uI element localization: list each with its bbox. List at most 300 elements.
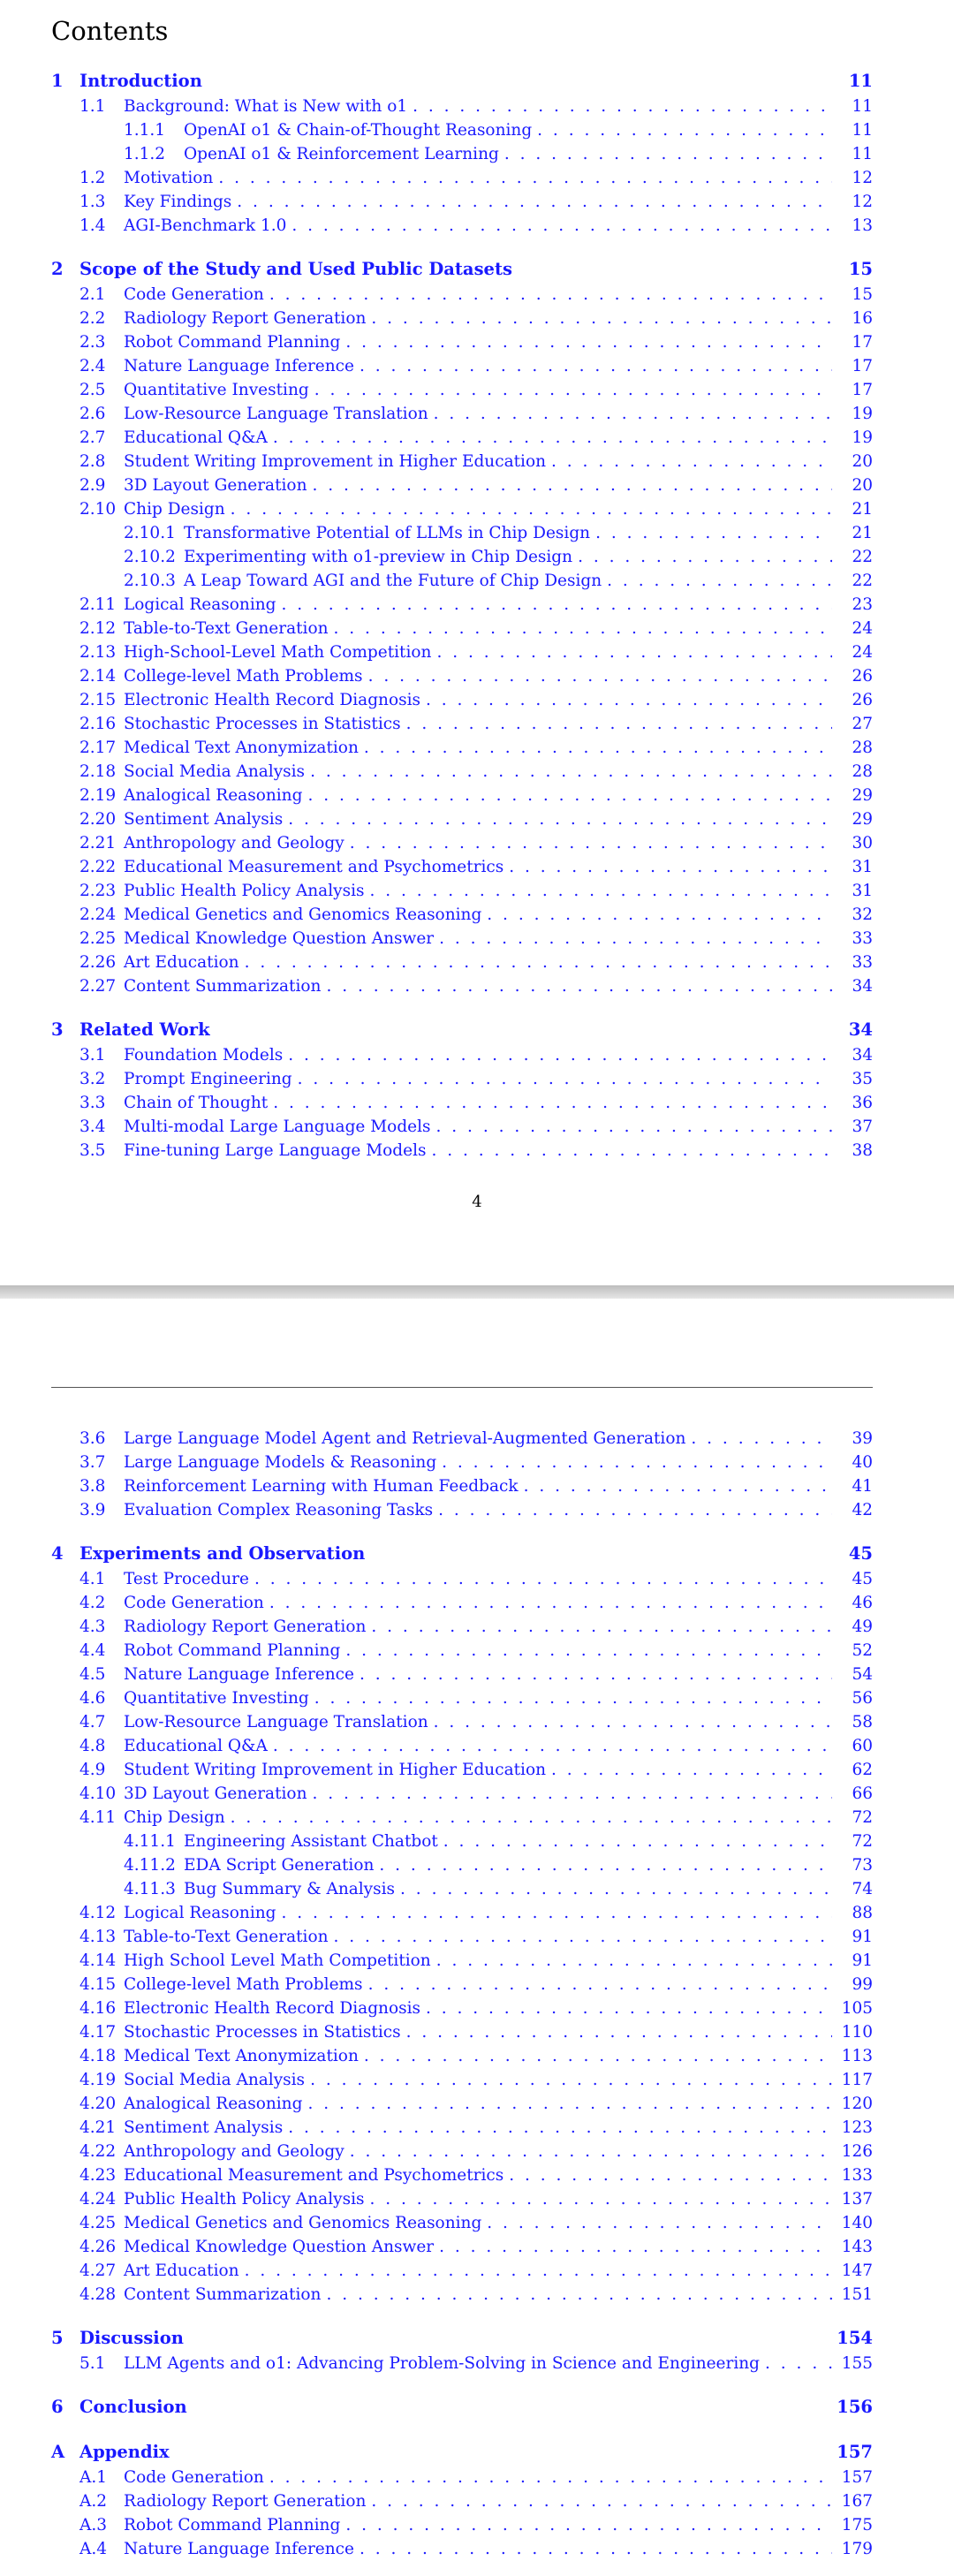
toc-entry[interactable] xyxy=(51,929,873,953)
toc-entry[interactable] xyxy=(51,667,873,691)
toc-entry[interactable] xyxy=(51,882,873,905)
toc-entry[interactable] xyxy=(51,691,873,715)
toc-entry-page[interactable]: 99 xyxy=(852,1975,873,1994)
toc-entry-page[interactable]: 17 xyxy=(852,357,873,375)
toc-entry-number: 4.19 xyxy=(80,2071,117,2089)
toc-section-entry[interactable] xyxy=(51,2442,873,2468)
toc-entry-title[interactable]: Key Findings xyxy=(124,193,232,211)
toc-entry[interactable] xyxy=(51,1999,873,2023)
toc-entry-title[interactable]: Nature Language Inference xyxy=(124,1665,354,1684)
toc-entry-number: 2.16 xyxy=(80,715,117,733)
toc-entry-title[interactable]: Bug Summary & Analysis xyxy=(184,1880,396,1898)
toc-entry-title[interactable]: Robot Command Planning xyxy=(124,2516,341,2534)
toc-entry[interactable] xyxy=(51,500,873,524)
toc-entry-number: 2.20 xyxy=(80,810,117,829)
toc-entry-title[interactable]: Educational Measurement and Psychometrics xyxy=(124,2166,504,2185)
toc-entry-page[interactable]: 156 xyxy=(837,2397,873,2417)
toc-entry-page[interactable]: 16 xyxy=(852,309,873,328)
toc-entry-title[interactable]: Anthropology and Geology xyxy=(124,834,344,852)
toc-entry-title[interactable]: Radiology Report Generation xyxy=(124,2492,367,2511)
toc-entry-title[interactable]: Student Writing Improvement in Higher Education xyxy=(124,452,547,471)
toc-entry-page[interactable]: 33 xyxy=(852,953,873,972)
toc-entry[interactable] xyxy=(51,2071,873,2095)
dot-leader xyxy=(438,1501,832,1519)
toc-entry-page[interactable]: 60 xyxy=(852,1737,873,1755)
toc-entry-title[interactable]: Medical Text Anonymization xyxy=(124,2047,359,2065)
toc-entry-title[interactable]: OpenAI o1 & Reinforcement Learning xyxy=(184,145,499,163)
toc-entry-page[interactable]: 17 xyxy=(852,381,873,399)
toc-entry-page[interactable]: 24 xyxy=(852,643,873,662)
toc-entry-title[interactable]: Background: What is New with o1 xyxy=(124,97,408,116)
toc-entry-title[interactable]: Chip Design xyxy=(124,1808,225,1827)
toc-entry[interactable] xyxy=(51,548,873,572)
toc-entry-page[interactable]: 167 xyxy=(841,2492,873,2511)
toc-entry[interactable] xyxy=(51,905,873,929)
toc-entry[interactable] xyxy=(51,1118,873,1141)
toc-entry[interactable] xyxy=(51,715,873,739)
toc-entry[interactable] xyxy=(51,786,873,810)
toc-entry-title[interactable]: Sentiment Analysis xyxy=(124,2118,284,2137)
toc-entry[interactable] xyxy=(51,2095,873,2118)
toc-entry-page[interactable]: 28 xyxy=(852,739,873,757)
toc-entry-title[interactable]: Chip Design xyxy=(124,500,225,519)
toc-entry[interactable] xyxy=(51,357,873,381)
toc-entry-page[interactable]: 157 xyxy=(837,2442,873,2462)
toc-entry-title[interactable]: Radiology Report Generation xyxy=(124,309,367,328)
toc-entry-title[interactable]: Table-to-Text Generation xyxy=(124,619,329,638)
toc-entry-page[interactable]: 23 xyxy=(852,595,873,614)
toc-entry-page[interactable]: 12 xyxy=(852,169,873,187)
toc-entry-page[interactable]: 26 xyxy=(852,691,873,709)
toc-entry-title[interactable]: A Leap Toward AGI and the Future of Chip Design xyxy=(184,572,602,590)
toc-entry-title[interactable]: High School Level Math Competition xyxy=(124,1951,431,1970)
toc-entry-title[interactable]: Logical Reasoning xyxy=(124,595,276,614)
toc-entry-page[interactable]: 37 xyxy=(852,1118,873,1136)
toc-entry[interactable] xyxy=(51,2214,873,2238)
dot-leader xyxy=(326,977,832,996)
toc-entry-page[interactable]: 27 xyxy=(852,715,873,733)
toc-entry-page[interactable]: 34 xyxy=(848,1019,873,1040)
toc-entry-title[interactable]: Content Summarization xyxy=(124,977,322,996)
toc-entry-title[interactable]: Medical Genetics and Genomics Reasoning xyxy=(124,905,482,924)
toc-entry[interactable] xyxy=(51,285,873,309)
toc-entry-number: 4.20 xyxy=(80,2095,117,2113)
toc-entry-page[interactable]: 29 xyxy=(852,786,873,805)
toc-entry-title[interactable]: Nature Language Inference xyxy=(124,2540,354,2558)
toc-section-entry[interactable] xyxy=(51,1019,873,1046)
toc-entry-page[interactable]: 45 xyxy=(852,1570,873,1588)
toc-entry-page[interactable]: 123 xyxy=(841,2118,873,2137)
toc-entry-page[interactable]: 66 xyxy=(852,1784,873,1803)
toc-entry[interactable] xyxy=(51,1737,873,1761)
toc-entry-title[interactable]: Robot Command Planning xyxy=(124,333,341,352)
toc-section-entry[interactable] xyxy=(51,259,873,285)
toc-entry[interactable] xyxy=(51,1477,873,1501)
toc-entry[interactable] xyxy=(51,1713,873,1737)
toc-entry[interactable] xyxy=(51,476,873,500)
toc-entry-page[interactable]: 52 xyxy=(852,1641,873,1660)
toc-entry-title[interactable]: Educational Q&A xyxy=(124,1737,268,1755)
toc-entry-title[interactable]: Social Media Analysis xyxy=(124,2071,306,2089)
toc-entry-title[interactable]: Large Language Models & Reasoning xyxy=(124,1453,437,1472)
toc-entry-page[interactable]: 56 xyxy=(852,1689,873,1708)
toc-entry-number: 2.26 xyxy=(80,953,117,972)
toc-entry[interactable] xyxy=(51,762,873,786)
toc-entry[interactable] xyxy=(51,739,873,762)
toc-entry[interactable] xyxy=(51,309,873,333)
toc-entry-number: 2.3 xyxy=(80,333,106,352)
toc-entry-title[interactable]: Code Generation xyxy=(124,1594,264,1612)
toc-entry[interactable] xyxy=(51,169,873,193)
toc-entry-page[interactable]: 32 xyxy=(852,905,873,924)
dot-leader xyxy=(364,2047,832,2065)
dot-leader xyxy=(432,1141,833,1160)
toc-entry-title[interactable]: 3D Layout Generation xyxy=(124,476,307,495)
dot-leader xyxy=(307,786,832,805)
toc-entry-title[interactable]: Chain of Thought xyxy=(124,1094,269,1112)
dot-leader xyxy=(314,381,832,399)
toc-entry-page[interactable]: 39 xyxy=(852,1429,873,1448)
toc-entry-page[interactable]: 19 xyxy=(852,428,873,447)
toc-entry-title[interactable]: Analogical Reasoning xyxy=(124,786,303,805)
toc-entry-page[interactable]: 140 xyxy=(841,2214,873,2232)
toc-entry-title[interactable]: Multi-modal Large Language Models xyxy=(124,1118,431,1136)
toc-entry-page[interactable]: 31 xyxy=(852,882,873,900)
toc-entry-page[interactable]: 74 xyxy=(852,1880,873,1898)
dot-leader xyxy=(307,2095,832,2113)
toc-section-entry[interactable] xyxy=(51,1543,873,1570)
toc-entry-title[interactable]: College-level Math Problems xyxy=(124,1975,363,1994)
toc-entry-page[interactable]: 110 xyxy=(841,2023,873,2042)
toc-entry-title[interactable]: EDA Script Generation xyxy=(184,1856,375,1875)
toc-entry[interactable] xyxy=(51,1951,873,1975)
toc-entry[interactable] xyxy=(51,2492,873,2516)
toc-entry-title[interactable]: Appendix xyxy=(80,2442,170,2462)
toc-entry-page[interactable]: 113 xyxy=(841,2047,873,2065)
toc-entry[interactable] xyxy=(51,405,873,428)
toc-entry[interactable] xyxy=(51,572,873,595)
toc-entry-page[interactable]: 22 xyxy=(852,548,873,566)
toc-entry-title[interactable]: Large Language Model Agent and Retrieval-Augmented Generation xyxy=(124,1429,686,1448)
toc-entry-page[interactable]: 72 xyxy=(852,1808,873,1827)
toc-entry[interactable] xyxy=(51,2516,873,2540)
toc-entry-page[interactable]: 11 xyxy=(852,97,873,116)
toc-entry-page[interactable]: 11 xyxy=(852,121,873,140)
toc-entry-page[interactable]: 22 xyxy=(852,572,873,590)
toc-entry[interactable] xyxy=(51,977,873,1001)
toc-entry[interactable] xyxy=(51,1141,873,1165)
toc-entry-title[interactable]: Public Health Policy Analysis xyxy=(124,882,365,900)
toc-entry[interactable] xyxy=(51,193,873,216)
toc-entry-title[interactable]: Electronic Health Record Diagnosis xyxy=(124,691,420,709)
toc-entry[interactable] xyxy=(51,1784,873,1808)
toc-entry-page[interactable]: 34 xyxy=(852,1046,873,1064)
toc-entry-title[interactable]: College-level Math Problems xyxy=(124,667,363,686)
toc-entry-page[interactable]: 21 xyxy=(852,500,873,519)
toc-entry-number: 4.25 xyxy=(80,2214,117,2232)
dot-leader xyxy=(245,2262,832,2280)
toc-entry-page[interactable]: 41 xyxy=(852,1477,873,1496)
toc-entry-page[interactable]: 35 xyxy=(852,1070,873,1088)
toc-entry-page[interactable]: 31 xyxy=(852,858,873,876)
toc-entry-title[interactable]: High-School-Level Math Competition xyxy=(124,643,432,662)
toc-entry-title[interactable]: Sentiment Analysis xyxy=(124,810,284,829)
toc-entry[interactable] xyxy=(51,333,873,357)
toc-entry-page[interactable]: 73 xyxy=(852,1856,873,1875)
toc-entry[interactable] xyxy=(51,1761,873,1784)
toc-entry-page[interactable]: 133 xyxy=(841,2166,873,2185)
toc-entry[interactable] xyxy=(51,2354,873,2378)
toc-entry[interactable] xyxy=(51,1094,873,1118)
toc-entry-page[interactable]: 13 xyxy=(852,216,873,235)
toc-entry[interactable] xyxy=(51,1453,873,1477)
toc-entry-page[interactable]: 11 xyxy=(848,71,873,91)
toc-entry-page[interactable]: 20 xyxy=(852,452,873,471)
toc-entry-page[interactable]: 30 xyxy=(852,834,873,852)
toc-entry[interactable] xyxy=(51,97,873,121)
toc-entry-title[interactable]: Nature Language Inference xyxy=(124,357,354,375)
toc-entry[interactable] xyxy=(51,524,873,548)
toc-entry-title[interactable]: Anthropology and Geology xyxy=(124,2142,344,2161)
toc-entry[interactable] xyxy=(51,2166,873,2190)
toc-entry[interactable] xyxy=(51,810,873,834)
toc-entry[interactable] xyxy=(51,1928,873,1951)
toc-entry-number: A.1 xyxy=(80,2468,108,2487)
toc-entry[interactable] xyxy=(51,2047,873,2071)
toc-entry-page[interactable]: 15 xyxy=(848,259,873,279)
toc-entry-title[interactable]: Conclusion xyxy=(80,2397,187,2417)
toc-entry-title[interactable]: Medical Text Anonymization xyxy=(124,739,359,757)
toc-entry-title[interactable]: Code Generation xyxy=(124,285,264,304)
toc-section-entry[interactable] xyxy=(51,2397,873,2423)
toc-entry[interactable] xyxy=(51,1856,873,1880)
dot-leader xyxy=(406,2023,832,2042)
toc-entry-page[interactable]: 62 xyxy=(852,1761,873,1779)
toc-entry-page[interactable]: 28 xyxy=(852,762,873,781)
toc-entry-page[interactable]: 40 xyxy=(852,1453,873,1472)
toc-entry[interactable] xyxy=(51,1070,873,1094)
toc-entry-title[interactable]: Logical Reasoning xyxy=(124,1904,276,1922)
toc-entry[interactable] xyxy=(51,2118,873,2142)
toc-entry-title[interactable]: Social Media Analysis xyxy=(124,762,306,781)
document-page-2 xyxy=(0,1299,954,2576)
toc-section-entry[interactable] xyxy=(51,2328,873,2354)
toc-entry-page[interactable]: 120 xyxy=(841,2095,873,2113)
toc-section-entry[interactable] xyxy=(51,71,873,97)
toc-entry-title[interactable]: Quantitative Investing xyxy=(124,381,309,399)
toc-entry-page[interactable]: 154 xyxy=(837,2328,873,2348)
toc-entry[interactable] xyxy=(51,1904,873,1928)
toc-entry-number: 3.5 xyxy=(80,1141,106,1160)
toc-entry-title[interactable]: Introduction xyxy=(80,71,202,91)
dot-leader xyxy=(426,1999,832,2018)
toc-entry-page[interactable]: 151 xyxy=(841,2285,873,2304)
toc-entry-title[interactable]: Art Education xyxy=(124,2262,239,2280)
toc-entry-title[interactable]: Foundation Models xyxy=(124,1046,284,1064)
toc-entry-page[interactable]: 58 xyxy=(852,1713,873,1731)
toc-entry-number: 4.11.1 xyxy=(124,1832,176,1851)
toc-entry-title[interactable]: Discussion xyxy=(80,2328,184,2348)
toc-entry-title[interactable]: Public Health Policy Analysis xyxy=(124,2190,365,2209)
dot-leader xyxy=(288,1046,832,1064)
toc-entry-page[interactable]: 117 xyxy=(841,2071,873,2089)
toc-entry-title[interactable]: Experiments and Observation xyxy=(80,1543,366,1564)
dot-leader xyxy=(434,1713,832,1731)
toc-entry-page[interactable]: 11 xyxy=(852,145,873,163)
toc-entry[interactable] xyxy=(51,643,873,667)
toc-entry-title[interactable]: Scope of the Study and Used Public Datasets xyxy=(80,259,512,279)
toc-entry[interactable] xyxy=(51,2468,873,2492)
toc-entry-page[interactable]: 179 xyxy=(841,2540,873,2558)
toc-entry-title[interactable]: Low-Resource Language Translation xyxy=(124,405,428,423)
toc-entry-page[interactable]: 143 xyxy=(841,2238,873,2256)
toc-entry[interactable] xyxy=(51,381,873,405)
toc-entry-page[interactable]: 19 xyxy=(852,405,873,423)
dot-leader xyxy=(436,1118,832,1136)
toc-entry-title[interactable]: Robot Command Planning xyxy=(124,1641,341,1660)
toc-entry[interactable] xyxy=(51,2540,873,2564)
toc-entry-title[interactable]: Engineering Assistant Chatbot xyxy=(184,1832,438,1851)
toc-entry-title[interactable]: Medical Knowledge Question Answer xyxy=(124,929,435,948)
toc-entry-page[interactable]: 33 xyxy=(852,929,873,948)
toc-entry-title[interactable]: Code Generation xyxy=(124,2468,264,2487)
toc-entry[interactable] xyxy=(51,145,873,169)
toc-entry[interactable] xyxy=(51,216,873,240)
toc-entry-number: 4.13 xyxy=(80,1928,117,1946)
toc-entry-page[interactable]: 91 xyxy=(852,1951,873,1970)
toc-entry-page[interactable]: 157 xyxy=(841,2468,873,2487)
toc-entry[interactable] xyxy=(51,2190,873,2214)
toc-entry-number: 2.24 xyxy=(80,905,117,924)
toc-entry-page[interactable]: 147 xyxy=(841,2262,873,2280)
toc-entry[interactable] xyxy=(51,2142,873,2166)
toc-entry-page[interactable]: 105 xyxy=(841,1999,873,2018)
toc-entry[interactable] xyxy=(51,858,873,882)
toc-entry-page[interactable]: 72 xyxy=(852,1832,873,1851)
toc-entry-page[interactable]: 155 xyxy=(841,2354,873,2373)
toc-entry-page[interactable]: 20 xyxy=(852,476,873,495)
toc-entry-title[interactable]: Medical Knowledge Question Answer xyxy=(124,2238,435,2256)
toc-entry-page[interactable]: 15 xyxy=(852,285,873,304)
toc-entry-title[interactable]: Prompt Engineering xyxy=(124,1070,292,1088)
contents-heading: Contents xyxy=(51,16,169,46)
toc-entry[interactable] xyxy=(51,595,873,619)
toc-entry-page[interactable]: 42 xyxy=(852,1501,873,1519)
toc-entry-title[interactable]: Stochastic Processes in Statistics xyxy=(124,2023,401,2042)
toc-entry-page[interactable]: 137 xyxy=(841,2190,873,2209)
toc-entry[interactable] xyxy=(51,1429,873,1453)
toc-entry-title[interactable]: Educational Measurement and Psychometrics xyxy=(124,858,504,876)
toc-entry-page[interactable]: 45 xyxy=(848,1543,873,1564)
dot-leader xyxy=(371,1618,832,1636)
toc-entry[interactable] xyxy=(51,619,873,643)
toc-entry-title[interactable]: Stochastic Processes in Statistics xyxy=(124,715,401,733)
toc-entry[interactable] xyxy=(51,1618,873,1641)
toc-entry-number: 2.9 xyxy=(80,476,106,495)
toc-entry-page[interactable]: 91 xyxy=(852,1928,873,1946)
toc-entry-page[interactable]: 36 xyxy=(852,1094,873,1112)
toc-entry-title[interactable]: Electronic Health Record Diagnosis xyxy=(124,1999,420,2018)
toc-entry[interactable] xyxy=(51,428,873,452)
toc-entry-page[interactable]: 175 xyxy=(841,2516,873,2534)
toc-entry[interactable] xyxy=(51,1570,873,1594)
toc-entry-page[interactable]: 12 xyxy=(852,193,873,211)
toc-entry-title[interactable]: Quantitative Investing xyxy=(124,1689,309,1708)
toc-entry-page[interactable]: 38 xyxy=(852,1141,873,1160)
toc-entry[interactable] xyxy=(51,1832,873,1856)
toc-entry-title[interactable]: Radiology Report Generation xyxy=(124,1618,367,1636)
toc-entry-title[interactable]: 3D Layout Generation xyxy=(124,1784,307,1803)
toc-entry-title[interactable]: Transformative Potential of LLMs in Chip Design xyxy=(184,524,591,542)
toc-entry-page[interactable]: 49 xyxy=(852,1618,873,1636)
toc-entry-page[interactable]: 17 xyxy=(852,333,873,352)
dot-leader xyxy=(371,309,832,328)
toc-entry-title[interactable]: Table-to-Text Generation xyxy=(124,1928,329,1946)
toc-entry[interactable] xyxy=(51,1808,873,1832)
toc-entry-page[interactable]: 24 xyxy=(852,619,873,638)
toc-entry-title[interactable]: Evaluation Complex Reasoning Tasks xyxy=(124,1501,434,1519)
toc-entry-title[interactable]: Content Summarization xyxy=(124,2285,322,2304)
toc-entry[interactable] xyxy=(51,2023,873,2047)
toc-entry-title[interactable]: Fine-tuning Large Language Models xyxy=(124,1141,427,1160)
dot-leader xyxy=(443,1832,832,1851)
toc-entry[interactable] xyxy=(51,2285,873,2309)
toc-entry[interactable] xyxy=(51,1501,873,1525)
toc-entry[interactable] xyxy=(51,1046,873,1070)
toc-entry[interactable] xyxy=(51,1641,873,1665)
toc-entry-title[interactable]: Medical Genetics and Genomics Reasoning xyxy=(124,2214,482,2232)
toc-entry-page[interactable]: 26 xyxy=(852,667,873,686)
dot-leader xyxy=(312,476,832,495)
toc-entry-page[interactable]: 88 xyxy=(852,1904,873,1922)
toc-entry-title[interactable]: OpenAI o1 & Chain-of-Thought Reasoning xyxy=(184,121,533,140)
toc-entry[interactable] xyxy=(51,121,873,145)
toc-entry-number: A.2 xyxy=(80,2492,108,2511)
toc-entry[interactable] xyxy=(51,834,873,858)
toc-entry[interactable] xyxy=(51,452,873,476)
toc-entry[interactable] xyxy=(51,953,873,977)
dot-leader xyxy=(442,1453,832,1472)
toc-entry-title[interactable]: Analogical Reasoning xyxy=(124,2095,303,2113)
toc-entry-page[interactable]: 21 xyxy=(852,524,873,542)
toc-entry-page[interactable]: 126 xyxy=(841,2142,873,2161)
dot-leader xyxy=(509,2166,832,2185)
toc-entry-title[interactable]: Motivation xyxy=(124,169,214,187)
toc-entry-title[interactable]: Low-Resource Language Translation xyxy=(124,1713,428,1731)
toc-entry-title[interactable]: LLM Agents and o1: Advancing Problem-Solving in Science and Engineering xyxy=(124,2354,761,2373)
toc-entry-page[interactable]: 34 xyxy=(852,977,873,996)
toc-entry[interactable] xyxy=(51,1665,873,1689)
toc-entry[interactable] xyxy=(51,1689,873,1713)
toc-entry[interactable] xyxy=(51,1594,873,1618)
toc-entry-title[interactable]: AGI-Benchmark 1.0 xyxy=(124,216,287,235)
toc-entry-title[interactable]: Art Education xyxy=(124,953,239,972)
toc-entry-title[interactable]: Experimenting with o1-preview in Chip Design xyxy=(184,548,573,566)
toc-entry-title[interactable]: Related Work xyxy=(80,1019,210,1040)
toc-entry[interactable] xyxy=(51,1975,873,1999)
toc-entry-title[interactable]: Test Procedure xyxy=(124,1570,249,1588)
toc-entry-page[interactable]: 54 xyxy=(852,1665,873,1684)
toc-entry-title[interactable]: Educational Q&A xyxy=(124,428,268,447)
toc-entry[interactable] xyxy=(51,1880,873,1904)
toc-entry-title[interactable]: Reinforcement Learning with Human Feedback xyxy=(124,1477,519,1496)
toc-entry-page[interactable]: 29 xyxy=(852,810,873,829)
toc-entry[interactable] xyxy=(51,2262,873,2285)
toc-entry-number: 4.11 xyxy=(80,1808,117,1827)
toc-entry[interactable] xyxy=(51,2238,873,2262)
toc-entry-page[interactable]: 46 xyxy=(852,1594,873,1612)
toc-entry-title[interactable]: Student Writing Improvement in Higher Education xyxy=(124,1761,547,1779)
